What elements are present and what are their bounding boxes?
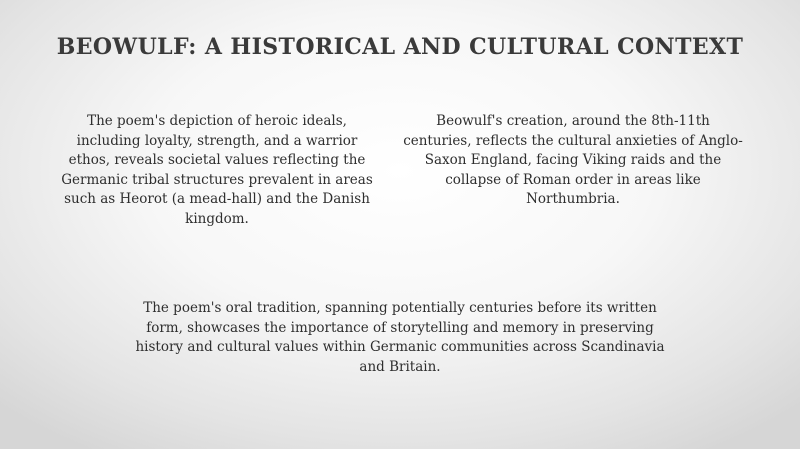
slide-title: BEOWULF: A HISTORICAL AND CULTURAL CONTEXT xyxy=(56,34,744,60)
bottom-text-block: The poem's oral tradition, spanning potentially centuries before its written form, showcases the importance of storytelling and memory in preserving history and cultural values within Germanic communities across Scandinavia and Britain. xyxy=(135,300,665,375)
left-text-block: The poem's depiction of heroic ideals, including loyalty, strength, and a warrior ethos, reveals societal values reflecting the Germanic tribal structures prevalent in areas such as Heorot (a mead-hall) and the Danish kingdom. xyxy=(61,113,373,227)
right-text-block: Beowulf's creation, around the 8th-11th centuries, reflects the cultural anxieties of Anglo-Saxon England, facing Viking raids and the collapse of Roman order in areas like Northumbria. xyxy=(403,113,743,207)
